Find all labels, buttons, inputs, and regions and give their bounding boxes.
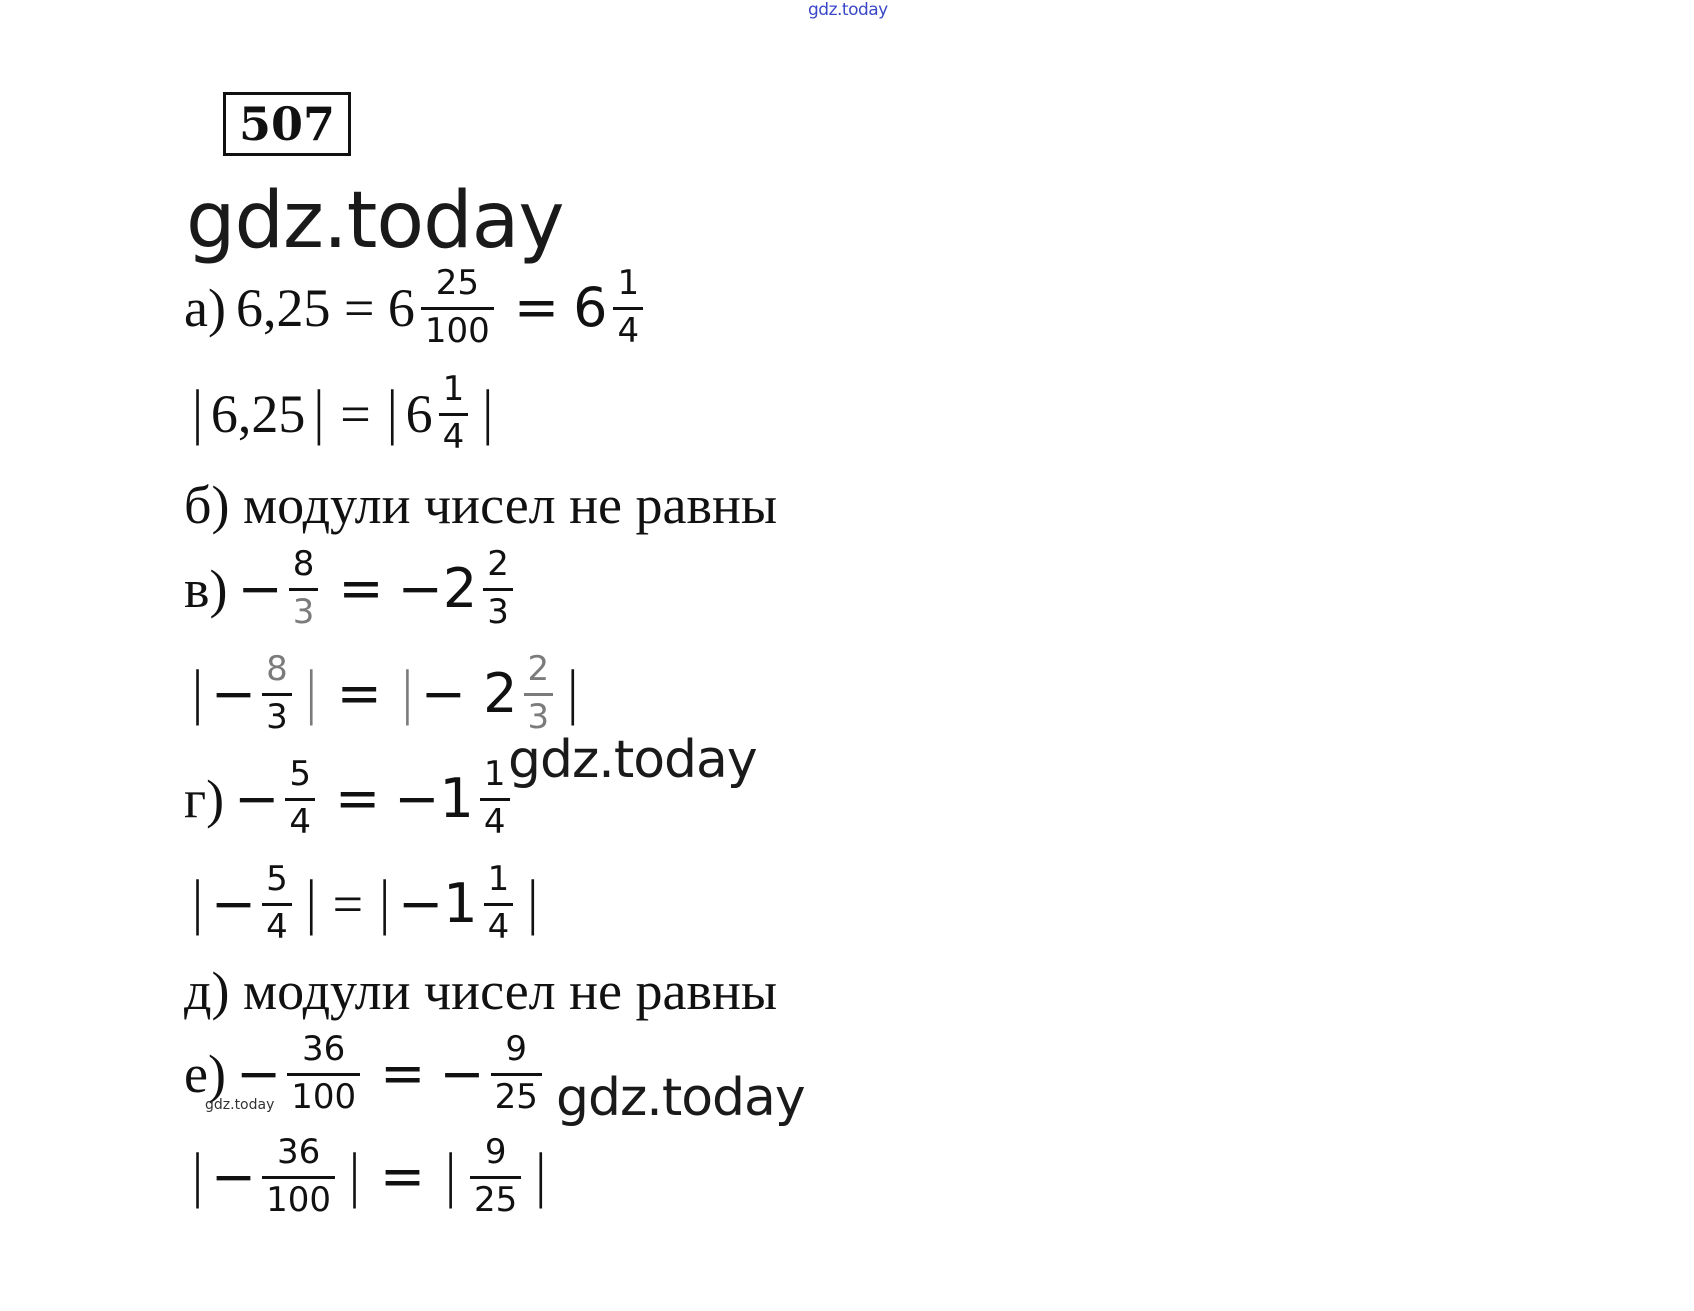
abs-bar: | <box>523 870 543 936</box>
fraction <box>524 650 554 737</box>
denominator: 100 <box>266 1180 332 1221</box>
denominator: 4 <box>266 907 288 948</box>
whole-part: 6 <box>405 383 433 444</box>
abs-bar: | <box>563 660 583 726</box>
numerator: 5 <box>266 859 288 899</box>
abs-bar: | <box>345 1143 364 1209</box>
abs-bar: | <box>188 660 207 726</box>
line-g-conversion <box>184 755 516 842</box>
minus: − <box>439 1041 485 1105</box>
denominator: 100 <box>291 1077 357 1118</box>
denominator: 4 <box>487 907 510 948</box>
denominator: 25 <box>494 1077 538 1118</box>
watermark-mid: gdz.today <box>508 730 757 790</box>
denominator: 4 <box>483 802 506 843</box>
watermark-large: gdz.today <box>186 176 564 266</box>
lhs: 6,25 <box>210 383 306 444</box>
denominator: 4 <box>442 417 465 458</box>
line-a-modulus <box>184 370 501 457</box>
line-v-conversion <box>184 545 519 632</box>
rhs: −1 <box>394 766 474 830</box>
abs-bar: | <box>301 870 321 936</box>
numerator: 1 <box>442 369 465 409</box>
denominator: 100 <box>424 311 490 352</box>
fraction <box>421 264 494 351</box>
fraction <box>483 545 513 632</box>
denominator: 3 <box>292 592 315 633</box>
rhs: −1 <box>397 871 478 935</box>
fraction <box>439 370 469 457</box>
equals: = <box>340 383 371 444</box>
numerator: 9 <box>505 1029 528 1069</box>
minus: − <box>210 1144 257 1208</box>
item-label: в) <box>184 558 228 619</box>
numerator: 25 <box>435 263 479 303</box>
line-e-modulus <box>184 1133 554 1220</box>
line-a-conversion <box>184 264 649 351</box>
fraction <box>262 860 292 947</box>
numerator: 36 <box>276 1132 321 1172</box>
minus: − <box>234 766 280 830</box>
item-label: г) <box>184 768 225 829</box>
watermark-lower: gdz.today <box>556 1068 805 1128</box>
abs-bar: | <box>375 870 394 936</box>
fraction <box>470 1133 521 1220</box>
abs-bar: | <box>188 1143 207 1209</box>
numerator: 36 <box>302 1029 346 1069</box>
fraction <box>285 755 315 842</box>
numerator: 1 <box>617 263 640 303</box>
equals: = <box>513 275 560 339</box>
fraction <box>613 264 643 351</box>
equals: = <box>338 556 384 620</box>
abs-bar: | <box>188 380 207 446</box>
whole-part: 6 <box>573 275 608 339</box>
fraction <box>289 545 319 632</box>
rhs: −2 <box>397 556 478 620</box>
denominator: 3 <box>527 697 550 738</box>
equals: = <box>379 1144 426 1208</box>
abs-bar: | <box>382 380 402 446</box>
abs-bar: | <box>188 870 207 936</box>
abs-bar: | <box>478 380 498 446</box>
numerator: 8 <box>266 649 288 689</box>
denominator: 3 <box>487 592 509 633</box>
line-b: б) модули чисел не равны <box>184 475 778 535</box>
minus: − <box>237 556 283 620</box>
line-g-modulus <box>184 860 546 947</box>
fraction <box>484 860 514 947</box>
numerator: 5 <box>289 754 312 794</box>
equals: = <box>336 661 382 725</box>
line-v-modulus <box>184 650 586 737</box>
fraction <box>480 755 510 842</box>
denominator: 3 <box>266 697 288 738</box>
numerator: 2 <box>527 649 550 689</box>
abs-bar: | <box>441 1143 461 1209</box>
fraction <box>262 650 292 737</box>
denominator: 4 <box>289 802 312 843</box>
abs-bar: | <box>531 1143 551 1209</box>
numerator: 9 <box>484 1132 507 1172</box>
denominator: 4 <box>617 311 640 352</box>
numerator: 8 <box>292 544 315 584</box>
fraction <box>262 1133 335 1220</box>
numerator: 2 <box>487 544 509 584</box>
equals: = <box>335 766 381 830</box>
numerator: 1 <box>487 859 510 899</box>
numerator: 1 <box>483 754 506 794</box>
minus: − <box>235 1041 282 1105</box>
equals: = <box>380 1041 426 1105</box>
fraction <box>491 1030 542 1117</box>
denominator: 25 <box>474 1180 518 1221</box>
abs-bar: | <box>397 660 417 726</box>
item-label: а) <box>184 277 226 338</box>
watermark-small: gdz.today <box>205 1097 275 1113</box>
abs-bar: | <box>309 380 329 446</box>
equals: = <box>332 873 364 934</box>
line-d: д) модули чисел не равны <box>184 961 778 1021</box>
minus: − <box>210 871 257 935</box>
task-number: 507 <box>223 92 351 156</box>
lhs: 6,25 = 6 <box>235 277 415 338</box>
item-label: е) <box>184 1043 226 1104</box>
minus: − <box>210 661 257 725</box>
fraction <box>287 1030 360 1117</box>
rhs: − 2 <box>420 661 518 725</box>
abs-bar: | <box>301 660 321 726</box>
watermark-top: gdz.today <box>808 0 888 20</box>
